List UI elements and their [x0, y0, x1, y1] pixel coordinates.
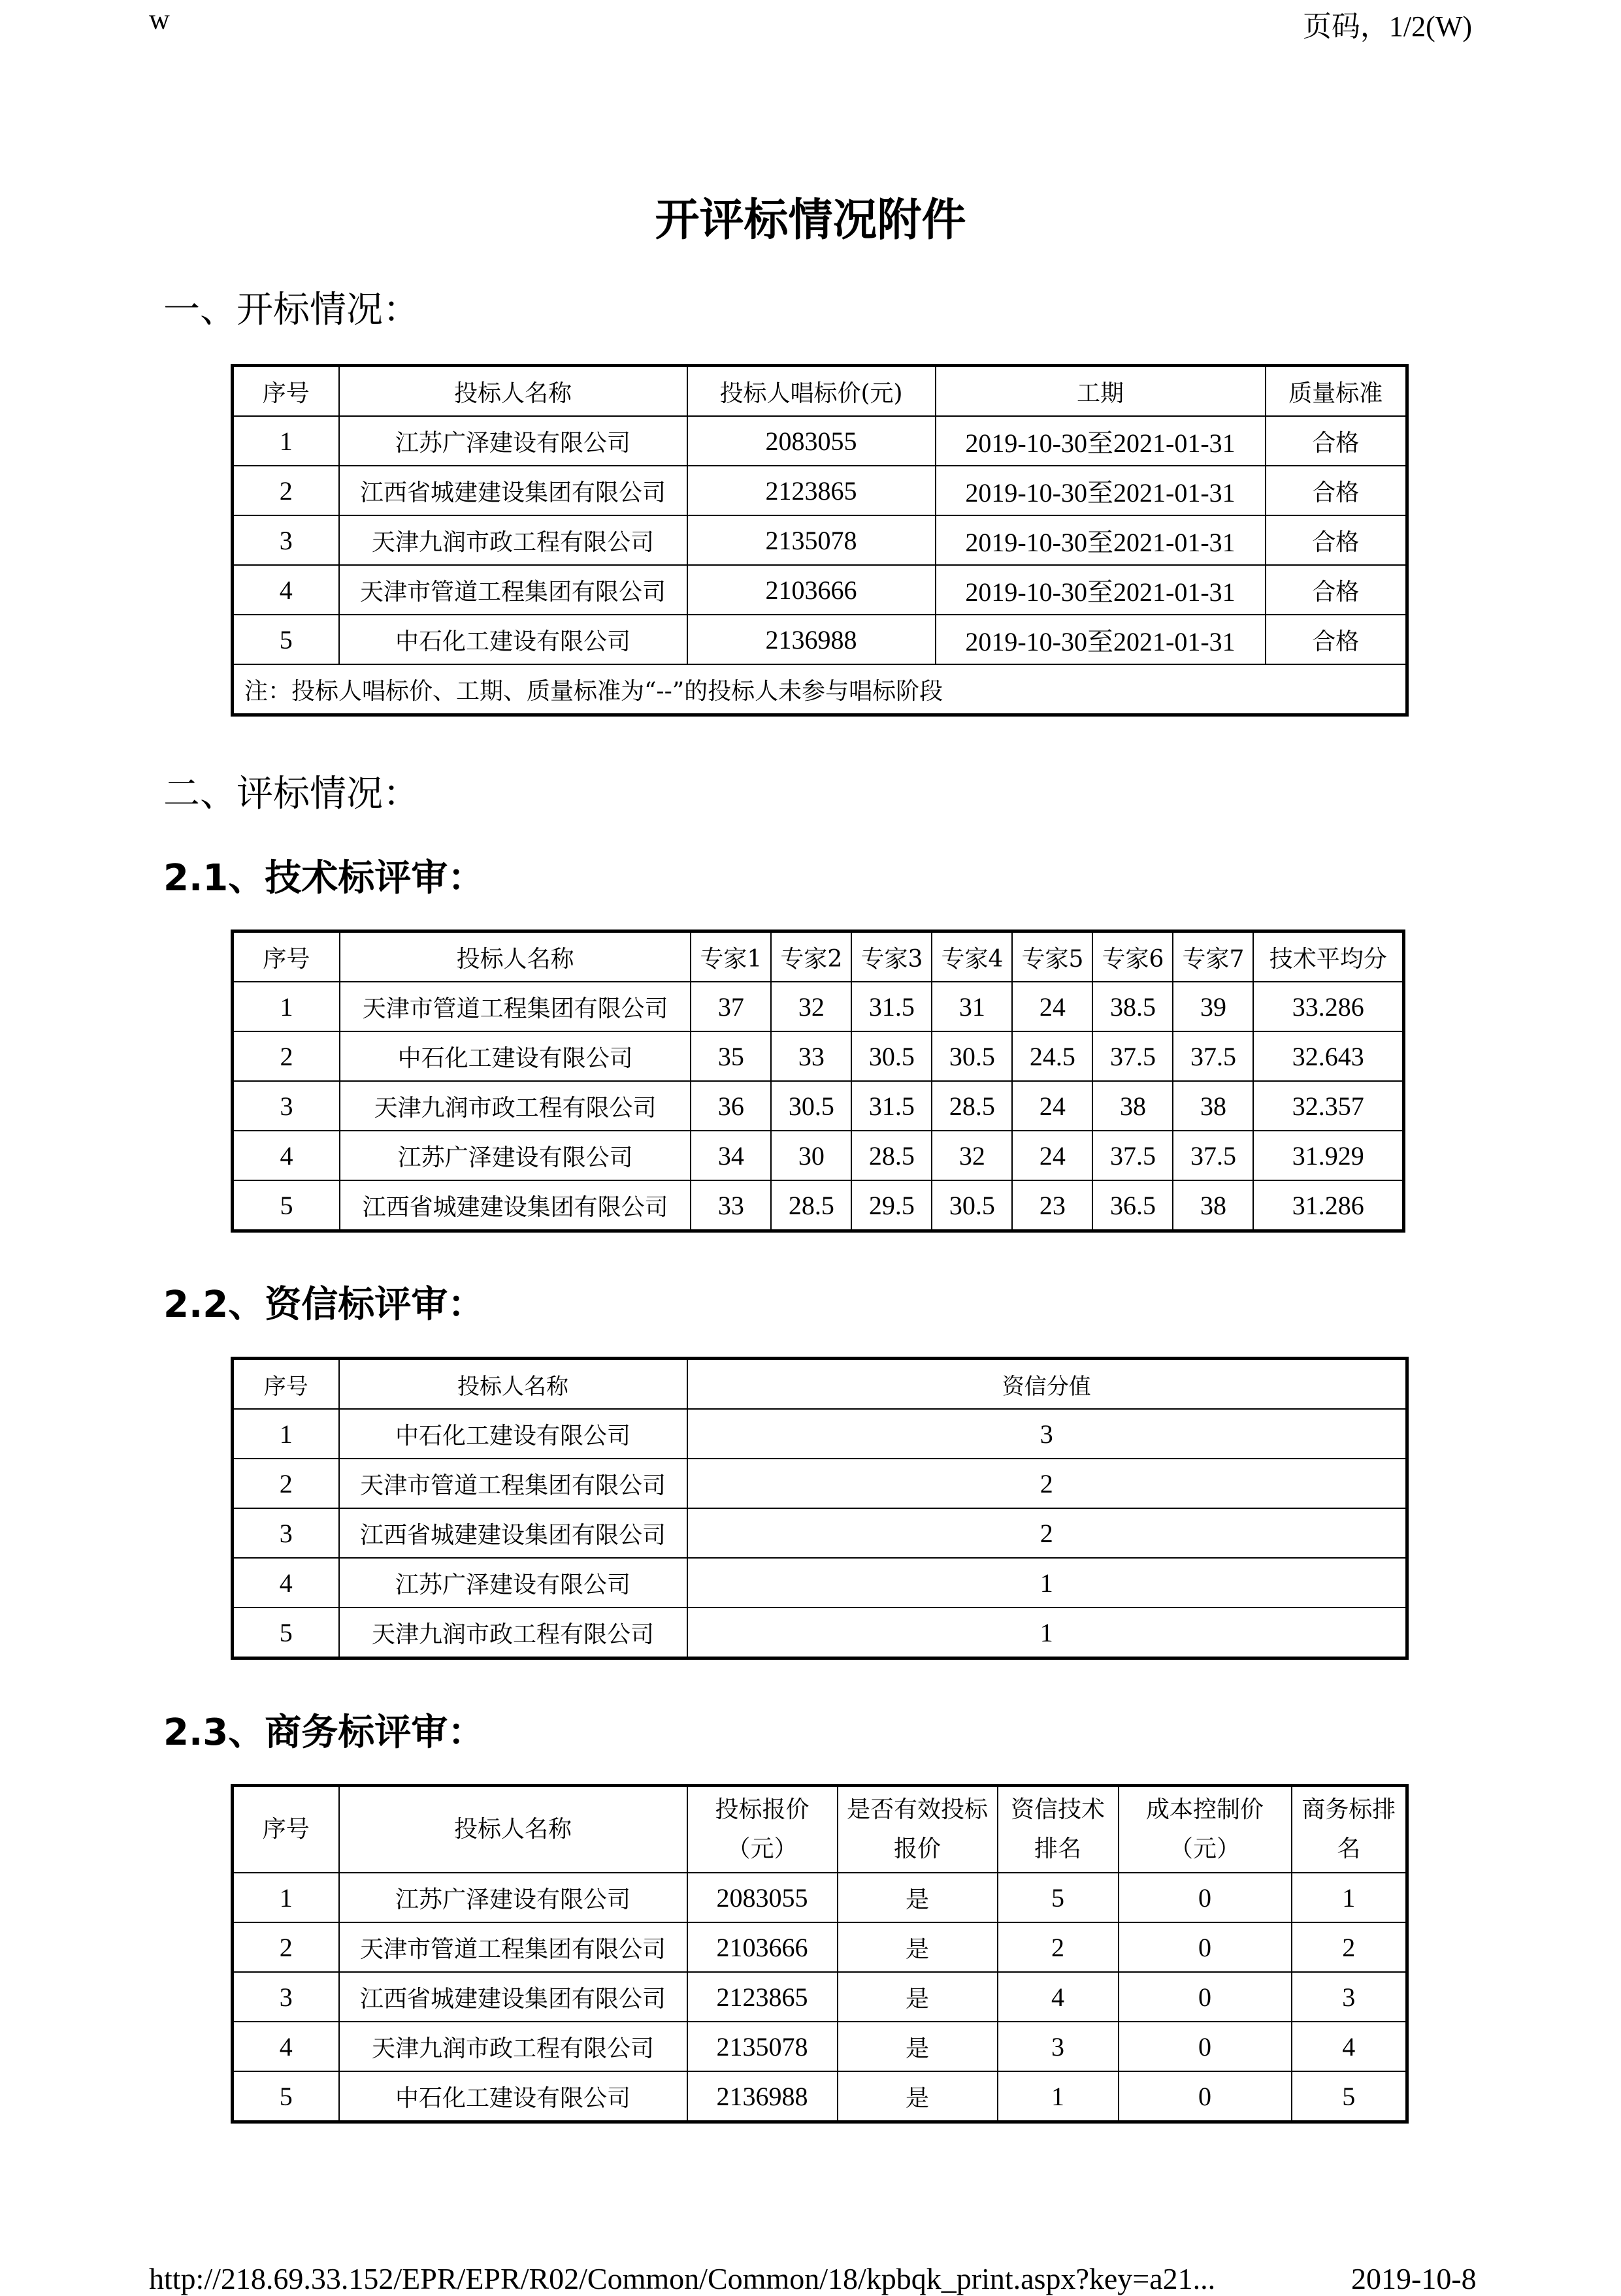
header-cell	[998, 1786, 1119, 1873]
table-cell: 2019-10-30至2021-01-31	[936, 466, 1266, 515]
table-cell: 1	[687, 1558, 1407, 1608]
table-cell: 2083055	[687, 416, 936, 466]
header-cell-line: （元）	[1169, 1835, 1240, 1862]
table-cell: 35	[691, 1031, 771, 1081]
table-cell: 天津市管道工程集团有限公司	[339, 1922, 687, 1972]
table-cell: 2	[233, 1031, 340, 1081]
table-cell: 江苏广泽建设有限公司	[339, 1558, 687, 1608]
section-heading-business-review: 2.3、商务标评审：	[163, 1711, 485, 1754]
table-cell: 2103666	[687, 565, 936, 615]
page-header-left: w	[149, 3, 170, 35]
table-cell: 2019-10-30至2021-01-31	[936, 565, 1266, 615]
table-cell: 37.5	[1173, 1131, 1253, 1180]
header-cell-line: 成本控制价	[1145, 1796, 1264, 1823]
table-cell: 2	[233, 1922, 339, 1972]
table-cell: 3	[998, 2022, 1119, 2071]
table-row	[233, 1131, 1404, 1180]
header-cell: 专家2	[771, 931, 851, 982]
table-cell: 2	[687, 1459, 1407, 1508]
table-cell: 江西省城建建设集团有限公司	[339, 1508, 687, 1558]
table-cell: 5	[233, 1608, 339, 1658]
table-cell: 江西省城建建设集团有限公司	[340, 1180, 691, 1231]
table-cell: 中石化工建设有限公司	[340, 1031, 691, 1081]
table-cell: 24	[1012, 982, 1092, 1031]
header-cell	[1119, 1786, 1292, 1873]
table-cell: 31	[932, 982, 1012, 1031]
table-cell: 合格	[1266, 615, 1407, 664]
table-cell: 天津市管道工程集团有限公司	[339, 1459, 687, 1508]
table-cell: 2	[998, 1922, 1119, 1972]
table-cell: 天津九润市政工程有限公司	[339, 2022, 687, 2071]
bid-opening-table	[231, 364, 1409, 717]
header-cell: 专家4	[932, 931, 1012, 982]
table-cell: 28.5	[851, 1131, 932, 1180]
table-cell: 1	[233, 1873, 339, 1922]
table-cell: 36.5	[1092, 1180, 1173, 1231]
table-cell: 39	[1173, 982, 1253, 1031]
table-cell: 5	[233, 1180, 340, 1231]
table-row	[233, 565, 1407, 615]
header-cell-line: 投标人名称	[453, 1816, 572, 1843]
table-cell: 江苏广泽建设有限公司	[339, 416, 687, 466]
table-cell: 33	[691, 1180, 771, 1231]
table-cell: 38.5	[1092, 982, 1173, 1031]
header-cell: 工期	[936, 366, 1266, 417]
header-cell: 投标人名称	[340, 931, 691, 982]
page-header-page-number: 页码，1/2(W)	[1302, 10, 1472, 42]
table-cell: 5	[998, 1873, 1119, 1922]
header-cell: 专家3	[851, 931, 932, 982]
table-row	[233, 1873, 1407, 1922]
table-cell: 32	[771, 982, 851, 1031]
table-cell: 38	[1092, 1081, 1173, 1131]
table-cell: 2	[233, 466, 339, 515]
table-cell: 是	[838, 2071, 998, 2122]
table-row	[233, 1459, 1407, 1508]
header-cell: 专家1	[691, 931, 771, 982]
table-cell: 2019-10-30至2021-01-31	[936, 615, 1266, 664]
footer-url: http://218.69.33.152/EPR/EPR/R02/Common/Common/18/kpbqk_print.aspx?key=a21...	[149, 2262, 1216, 2295]
table-cell: 1	[233, 1409, 339, 1459]
table-cell: 江苏广泽建设有限公司	[340, 1131, 691, 1180]
header-cell	[1292, 1786, 1407, 1873]
header-cell	[687, 1786, 838, 1873]
table-cell: 31.286	[1253, 1180, 1403, 1231]
table-row	[233, 1409, 1407, 1459]
header-cell	[339, 1786, 687, 1873]
table-row	[233, 1972, 1407, 2022]
header-cell-line: （元）	[727, 1835, 798, 1862]
table-cell: 0	[1119, 1873, 1292, 1922]
table-cell: 38	[1173, 1081, 1253, 1131]
table-cell: 2135078	[687, 515, 936, 565]
table-cell: 0	[1119, 2022, 1292, 2071]
table-cell: 0	[1119, 2071, 1292, 2122]
table-cell: 2019-10-30至2021-01-31	[936, 416, 1266, 466]
table-cell: 2123865	[687, 1972, 838, 2022]
section-heading-bid-opening: 一、开标情况：	[163, 289, 419, 331]
table-row	[233, 615, 1407, 664]
table-cell: 2136988	[687, 615, 936, 664]
table-cell: 3	[687, 1409, 1407, 1459]
section-heading-technical-review: 2.1、技术标评审：	[163, 857, 485, 899]
header-cell	[233, 1786, 339, 1873]
table-cell: 3	[1292, 1972, 1407, 2022]
header-cell: 资信分值	[687, 1359, 1407, 1410]
table-cell: 天津九润市政工程有限公司	[339, 515, 687, 565]
table-cell: 2123865	[687, 466, 936, 515]
header-cell-line: 资信技术	[1010, 1796, 1105, 1823]
table-cell: 是	[838, 1972, 998, 2022]
table-cell: 4	[233, 1558, 339, 1608]
table-cell: 4	[1292, 2022, 1407, 2071]
table-cell: 0	[1119, 1972, 1292, 2022]
table-cell: 1	[233, 982, 340, 1031]
table-header-row	[233, 1359, 1407, 1410]
table-cell: 30.5	[771, 1081, 851, 1131]
table-cell: 28.5	[771, 1180, 851, 1231]
header-cell	[838, 1786, 998, 1873]
table-cell: 23	[1012, 1180, 1092, 1231]
table-cell: 30.5	[851, 1031, 932, 1081]
header-cell-line: 名	[1337, 1835, 1361, 1862]
header-cell-line: 商务标排	[1302, 1796, 1396, 1823]
header-cell: 投标人唱标价(元)	[687, 366, 936, 417]
table-header-row	[233, 1786, 1407, 1873]
business-review-table	[231, 1784, 1409, 2124]
table-row	[233, 466, 1407, 515]
table-cell: 28.5	[932, 1081, 1012, 1131]
table-cell: 37.5	[1173, 1031, 1253, 1081]
table-cell: 3	[233, 1508, 339, 1558]
header-cell: 专家6	[1092, 931, 1173, 982]
document-title: 开评标情况附件	[655, 195, 966, 246]
table-cell: 33	[771, 1031, 851, 1081]
table-cell: 34	[691, 1131, 771, 1180]
table-row	[233, 1180, 1404, 1231]
table-cell: 30	[771, 1131, 851, 1180]
table-cell: 3	[233, 1972, 339, 2022]
table-cell: 4	[233, 2022, 339, 2071]
table-cell: 2019-10-30至2021-01-31	[936, 515, 1266, 565]
table-cell: 24.5	[1012, 1031, 1092, 1081]
table-cell: 4	[998, 1972, 1119, 2022]
table-row	[233, 515, 1407, 565]
table-cell: 2	[687, 1508, 1407, 1558]
header-cell: 专家5	[1012, 931, 1092, 982]
table-cell: 1	[1292, 1873, 1407, 1922]
table-cell: 天津九润市政工程有限公司	[340, 1081, 691, 1131]
table-cell: 37	[691, 982, 771, 1031]
table-header-row	[233, 931, 1404, 982]
table-cell: 中石化工建设有限公司	[339, 615, 687, 664]
table-cell: 5	[233, 615, 339, 664]
table-cell: 5	[1292, 2071, 1407, 2122]
header-cell-line: 投标报价	[715, 1796, 810, 1823]
table-cell: 2	[233, 1459, 339, 1508]
header-cell-line: 报价	[893, 1835, 941, 1862]
header-cell: 技术平均分	[1253, 931, 1403, 982]
technical-review-table	[231, 930, 1405, 1233]
section-heading-evaluation: 二、评标情况：	[163, 773, 419, 815]
table-row	[233, 2022, 1407, 2071]
table-cell: 32.357	[1253, 1081, 1403, 1131]
table-row	[233, 1081, 1404, 1131]
table-row	[233, 1922, 1407, 1972]
table-cell: 合格	[1266, 466, 1407, 515]
table-cell: 4	[233, 565, 339, 615]
table-note: 注：投标人唱标价、工期、质量标准为“--”的投标人未参与唱标阶段	[233, 664, 1407, 715]
table-cell: 31.5	[851, 982, 932, 1031]
table-cell: 2083055	[687, 1873, 838, 1922]
header-cell-line: 排名	[1034, 1835, 1081, 1862]
table-row	[233, 982, 1404, 1031]
table-row	[233, 1608, 1407, 1658]
section-heading-credit-review: 2.2、资信标评审：	[163, 1284, 485, 1326]
table-cell: 3	[233, 1081, 340, 1131]
table-cell: 中石化工建设有限公司	[339, 2071, 687, 2122]
table-cell: 37.5	[1092, 1031, 1173, 1081]
table-row	[233, 1031, 1404, 1081]
table-cell: 31.5	[851, 1081, 932, 1131]
table-cell: 1	[233, 416, 339, 466]
table-cell: 是	[838, 2022, 998, 2071]
table-cell: 合格	[1266, 565, 1407, 615]
table-cell: 是	[838, 1922, 998, 1972]
header-cell: 序号	[233, 366, 339, 417]
header-cell: 序号	[233, 1359, 339, 1410]
header-cell: 投标人名称	[339, 1359, 687, 1410]
table-cell: 合格	[1266, 416, 1407, 466]
table-cell: 24	[1012, 1131, 1092, 1180]
table-cell: 中石化工建设有限公司	[339, 1409, 687, 1459]
table-cell: 24	[1012, 1081, 1092, 1131]
table-cell: 31.929	[1253, 1131, 1403, 1180]
table-cell: 4	[233, 1131, 340, 1180]
header-cell: 序号	[233, 931, 340, 982]
footer-date: 2019-10-8	[1351, 2262, 1477, 2295]
table-cell: 2136988	[687, 2071, 838, 2122]
table-row	[233, 416, 1407, 466]
table-cell: 33.286	[1253, 982, 1403, 1031]
table-row	[233, 1508, 1407, 1558]
table-cell: 32.643	[1253, 1031, 1403, 1081]
credit-review-table	[231, 1357, 1409, 1660]
table-cell: 是	[838, 1873, 998, 1922]
table-cell: 江西省城建建设集团有限公司	[339, 466, 687, 515]
table-cell: 天津市管道工程集团有限公司	[339, 565, 687, 615]
table-cell: 5	[233, 2071, 339, 2122]
table-cell: 天津市管道工程集团有限公司	[340, 982, 691, 1031]
table-cell: 36	[691, 1081, 771, 1131]
table-cell: 30.5	[932, 1031, 1012, 1081]
table-cell: 合格	[1266, 515, 1407, 565]
table-cell: 江西省城建建设集团有限公司	[339, 1972, 687, 2022]
table-row	[233, 2071, 1407, 2122]
table-cell: 37.5	[1092, 1131, 1173, 1180]
header-cell-line: 是否有效投标	[846, 1796, 988, 1823]
table-cell: 2103666	[687, 1922, 838, 1972]
table-note-row	[233, 664, 1407, 715]
table-cell: 江苏广泽建设有限公司	[339, 1873, 687, 1922]
header-cell: 专家7	[1173, 931, 1253, 982]
header-cell: 质量标准	[1266, 366, 1407, 417]
table-cell: 29.5	[851, 1180, 932, 1231]
header-cell: 投标人名称	[339, 366, 687, 417]
table-cell: 天津九润市政工程有限公司	[339, 1608, 687, 1658]
table-cell: 38	[1173, 1180, 1253, 1231]
table-cell: 1	[998, 2071, 1119, 2122]
table-header-row	[233, 366, 1407, 417]
table-cell: 32	[932, 1131, 1012, 1180]
table-cell: 1	[687, 1608, 1407, 1658]
table-cell: 0	[1119, 1922, 1292, 1972]
table-cell: 2135078	[687, 2022, 838, 2071]
header-cell-line: 序号	[262, 1816, 310, 1843]
table-cell: 3	[233, 515, 339, 565]
table-cell: 30.5	[932, 1180, 1012, 1231]
table-cell: 2	[1292, 1922, 1407, 1972]
table-row	[233, 1558, 1407, 1608]
